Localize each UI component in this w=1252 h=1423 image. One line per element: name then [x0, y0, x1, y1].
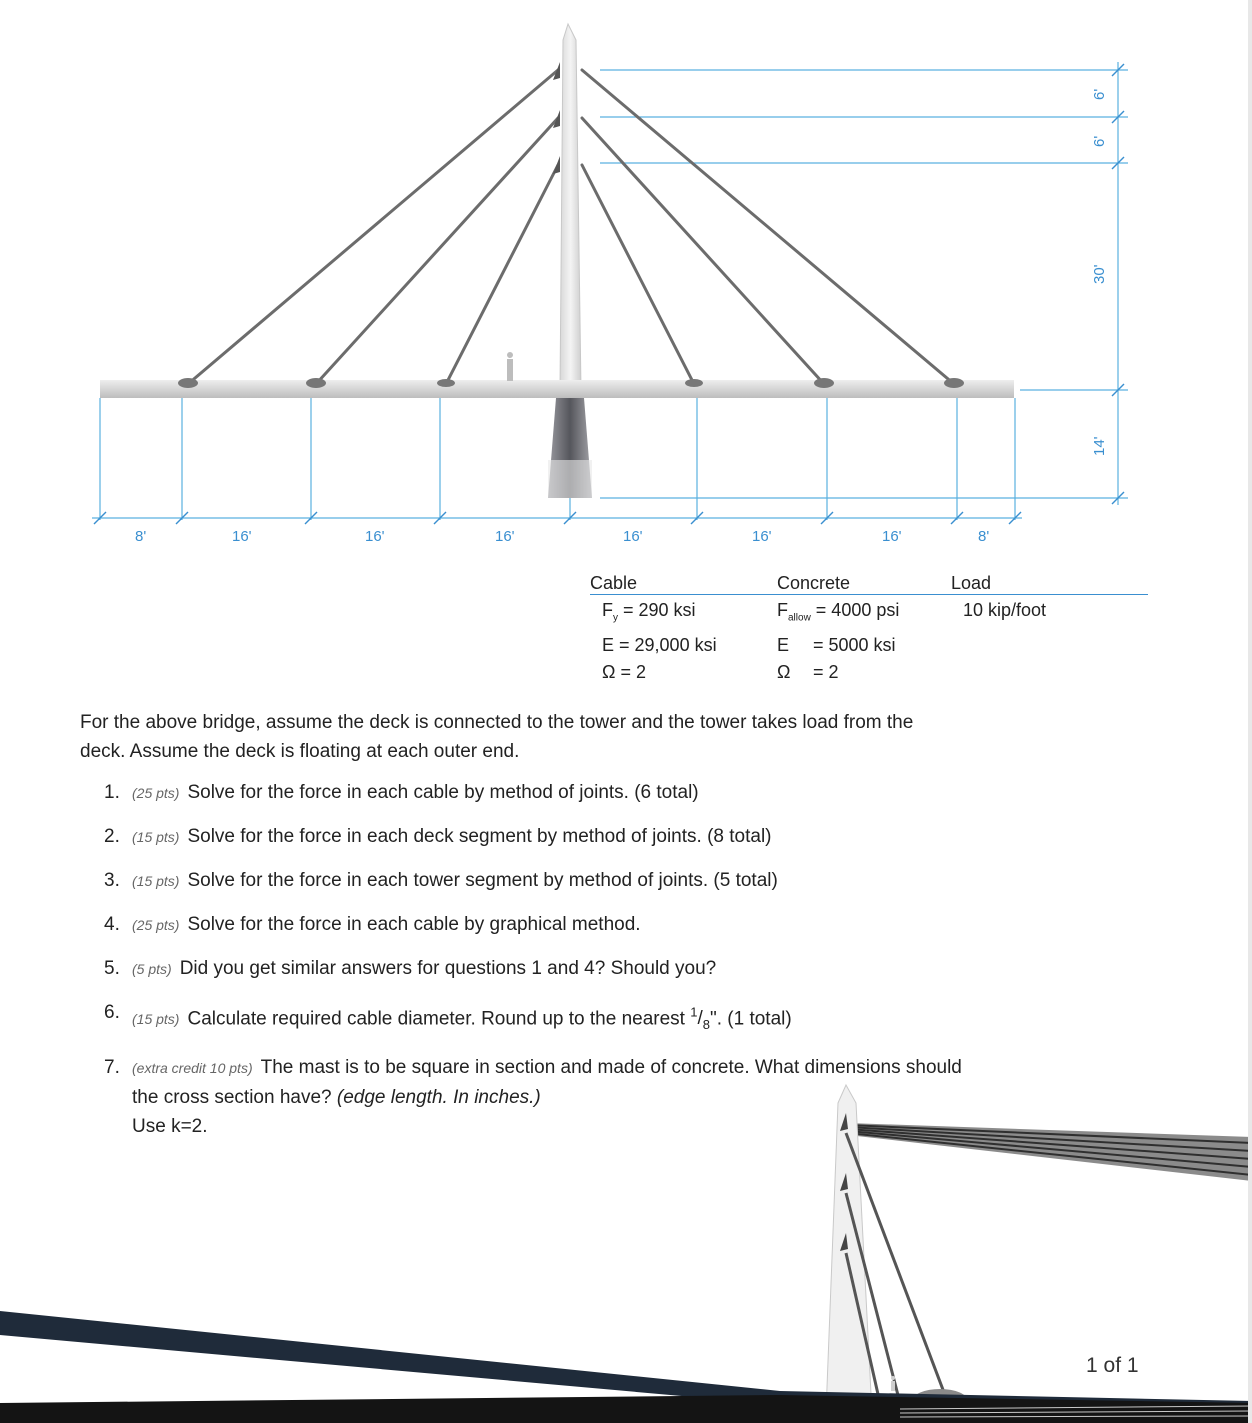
question-item: 1. (25 pts) Solve for the force in each cable by method of joints. (6 total) [104, 782, 699, 803]
load-value: 10 kip/foot [963, 600, 1047, 620]
concrete-f: $F_{allow} = 4000$ psi [777, 600, 900, 624]
bridge-diagram [0, 0, 1252, 560]
cable-title: Cable [590, 573, 638, 593]
points-label: (25 pts) [132, 917, 180, 933]
page-edge [1248, 0, 1252, 1423]
cable-properties [590, 570, 717, 686]
points-label: (15 pts) [132, 873, 180, 889]
dim-label: 16' [752, 528, 772, 545]
properties-divider [590, 594, 1148, 595]
dimension-ticks [94, 64, 1124, 524]
page-number: 1 of 1 [1086, 1354, 1139, 1377]
dim-label: 16' [495, 528, 515, 545]
dim-label: 6' [1091, 88, 1108, 100]
points-label: (25 pts) [132, 785, 180, 801]
dim-label: 14' [1091, 436, 1108, 456]
cable-e: E = 29,000 ksi [602, 634, 717, 655]
dim-label: 16' [232, 528, 252, 545]
fraction: $^1/_8$ [690, 1005, 710, 1033]
concrete-title: Concrete [777, 573, 851, 593]
question-item: 4. (25 pts) Solve for the force in each cable by graphical method. [104, 914, 641, 935]
question-item: 6. (15 pts) Calculate required cable diameter. Round up to the nearest $^1/_8$". (1 total) [104, 1002, 792, 1033]
bridge-photo-decoration [0, 1073, 1252, 1423]
concrete-properties [777, 570, 899, 686]
question-item: 5. (5 pts) Did you get similar answers for questions 1 and 4? Should you? [104, 958, 717, 979]
dim-label: 16' [623, 528, 643, 545]
points-label: (extra credit 10 pts) [132, 1060, 253, 1077]
tower [560, 24, 581, 390]
extension-lines [92, 62, 1128, 520]
person-figure [507, 352, 513, 381]
concrete-e: E = 5000 ksi [777, 634, 896, 655]
question-item: 7. (extra credit 10 pts) The mast is to be square in section and made of concrete. What dimensions should the cross section have? (edge length. In inches.) Use k=2. [104, 1057, 962, 1138]
points-label: (15 pts) [132, 829, 180, 845]
dim-label: 16' [882, 528, 902, 545]
dim-label: 8' [135, 528, 147, 545]
intro-paragraph: For the above bridge, assume the deck is connected to the tower and the tower takes load from the deck. Assume the deck is floating at each outer end. [80, 712, 914, 762]
question-item: 2. (15 pts) Solve for the force in each deck segment by method of joints. (8 total) [104, 826, 772, 847]
dim-label: 16' [365, 528, 385, 545]
deck [100, 380, 1014, 398]
dim-label: 6' [1091, 135, 1108, 147]
load-properties [951, 570, 1046, 624]
question-item: 3. (15 pts) Solve for the force in each tower segment by method of joints. (5 total) [104, 870, 778, 891]
concrete-omega: Ω = 2 [777, 661, 839, 682]
points-label: (15 pts) [132, 1011, 180, 1028]
cable-omega: Ω = 2 [602, 661, 646, 682]
cable-fy: $F_y = 290$ ksi [602, 600, 696, 624]
load-title: Load [951, 573, 992, 593]
dim-label: 30' [1091, 264, 1108, 284]
dim-label: 8' [978, 528, 990, 545]
points-label: (5 pts) [132, 961, 172, 977]
